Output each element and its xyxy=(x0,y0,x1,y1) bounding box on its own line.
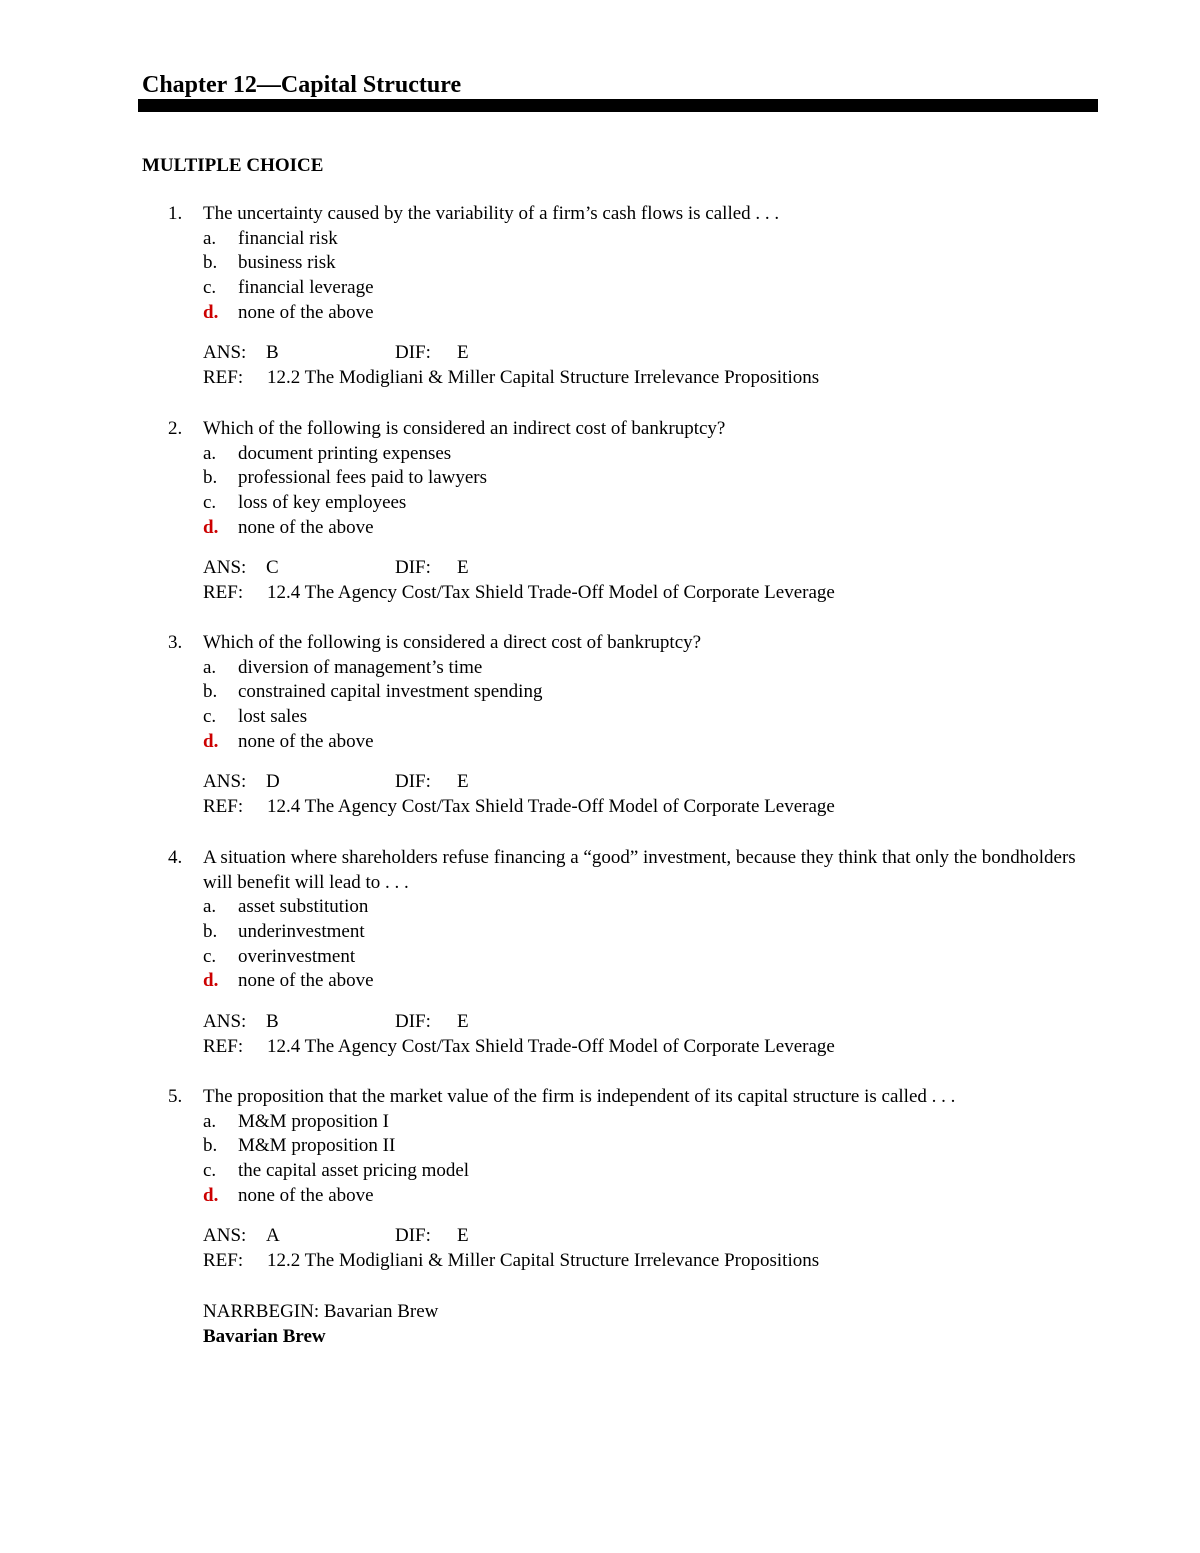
ans-value: D xyxy=(266,771,280,793)
option-a xyxy=(0,895,1200,920)
option-text: the capital asset pricing model xyxy=(238,1160,470,1182)
reference-line xyxy=(0,1249,1200,1274)
ans-label: ANS: xyxy=(203,771,247,793)
option-letter: b. xyxy=(203,252,218,274)
option-text: business risk xyxy=(238,252,336,274)
ref-value: 12.4 The Agency Cost/Tax Shield Trade-Off Model of Corporate Leverage xyxy=(267,1035,835,1057)
ref-value: 12.2 The Modigliani & Miller Capital Structure Irrelevance Propositions xyxy=(267,367,820,389)
ref-label: REF: xyxy=(203,796,244,818)
reference-line xyxy=(0,581,1200,606)
option-letter: c. xyxy=(203,945,217,967)
answer-line xyxy=(0,1224,1200,1249)
question-number: 4. xyxy=(168,847,183,868)
option-c xyxy=(0,276,1200,301)
answer-line xyxy=(0,556,1200,581)
ref-label: REF: xyxy=(203,1035,244,1057)
option-text: financial risk xyxy=(238,227,338,249)
option-letter: c. xyxy=(203,706,217,728)
question-number: 5. xyxy=(168,1086,183,1107)
ans-label: ANS: xyxy=(203,1011,247,1033)
option-text: none of the above xyxy=(238,730,374,752)
option-letter-highlighted: d. xyxy=(203,730,219,752)
narrative-marker: NARRBEGIN: Bavarian Brew xyxy=(203,1301,439,1322)
option-letter: a. xyxy=(203,1110,217,1132)
option-b xyxy=(0,1134,1200,1159)
option-text: none of the above xyxy=(238,516,374,538)
option-letter: a. xyxy=(203,442,217,464)
option-letter: c. xyxy=(203,277,217,299)
option-d xyxy=(0,1184,1200,1209)
ans-label: ANS: xyxy=(203,557,247,579)
question-1 xyxy=(0,202,1200,391)
answer-line xyxy=(0,1010,1200,1035)
option-text: M&M proposition II xyxy=(238,1135,396,1157)
reference-line xyxy=(0,795,1200,820)
option-b xyxy=(0,680,1200,705)
question-2 xyxy=(0,417,1200,606)
question-number: 3. xyxy=(168,632,183,653)
question-stem: Which of the following is considered an indirect cost of bankruptcy? xyxy=(203,418,726,439)
dif-value: E xyxy=(457,1225,469,1247)
option-letter-highlighted: d. xyxy=(203,301,219,323)
section-heading: MULTIPLE CHOICE xyxy=(142,155,324,176)
ans-label: ANS: xyxy=(203,342,247,364)
option-letter: b. xyxy=(203,681,218,703)
option-text: financial leverage xyxy=(238,277,374,299)
option-d xyxy=(0,301,1200,326)
answer-line xyxy=(0,341,1200,366)
option-d xyxy=(0,730,1200,755)
dif-value: E xyxy=(457,342,469,364)
question-stem: The uncertainty caused by the variability of a firm’s cash flows is called . . . xyxy=(203,203,780,224)
ref-label: REF: xyxy=(203,367,244,389)
option-letter: b. xyxy=(203,921,218,943)
ans-value: A xyxy=(266,1225,280,1247)
option-letter: a. xyxy=(203,896,217,918)
option-text: professional fees paid to lawyers xyxy=(238,467,488,489)
option-text: none of the above xyxy=(238,970,374,992)
dif-value: E xyxy=(457,771,469,793)
option-letter: b. xyxy=(203,1135,218,1157)
option-letter: b. xyxy=(203,467,218,489)
dif-label: DIF: xyxy=(395,771,431,793)
question-number: 2. xyxy=(168,418,183,439)
answer-line xyxy=(0,770,1200,795)
option-text: overinvestment xyxy=(238,945,356,967)
option-text: none of the above xyxy=(238,301,374,323)
ref-value: 12.4 The Agency Cost/Tax Shield Trade-Off Model of Corporate Leverage xyxy=(267,796,835,818)
option-text: constrained capital investment spending xyxy=(238,681,543,703)
question-stem: Which of the following is considered a direct cost of bankruptcy? xyxy=(203,632,702,653)
option-text: none of the above xyxy=(238,1184,374,1206)
option-text: loss of key employees xyxy=(238,492,407,514)
ref-label: REF: xyxy=(203,582,244,604)
dif-label: DIF: xyxy=(395,557,431,579)
dif-label: DIF: xyxy=(395,342,431,364)
option-text: asset substitution xyxy=(238,896,369,918)
question-stem: A situation where shareholders refuse financing a “good” investment, because they think that only the bondholders will benefit will lead to . . . xyxy=(203,847,1076,893)
option-b xyxy=(0,920,1200,945)
option-text: M&M proposition I xyxy=(238,1110,389,1132)
ans-value: B xyxy=(266,342,279,364)
ans-value: C xyxy=(266,557,279,579)
reference-line xyxy=(0,366,1200,391)
option-d xyxy=(0,969,1200,994)
question-4 xyxy=(0,846,1200,1060)
option-text: underinvestment xyxy=(238,921,365,943)
option-b xyxy=(0,466,1200,491)
option-text: document printing expenses xyxy=(238,442,452,464)
reference-line xyxy=(0,1035,1200,1060)
option-a xyxy=(0,656,1200,681)
question-stem: The proposition that the market value of the firm is independent of its capital structure is called . . . xyxy=(203,1086,956,1107)
ans-label: ANS: xyxy=(203,1225,247,1247)
option-c xyxy=(0,1159,1200,1184)
question-number: 1. xyxy=(168,203,183,224)
question-5 xyxy=(0,1085,1200,1274)
option-letter: c. xyxy=(203,492,217,514)
option-a xyxy=(0,227,1200,252)
option-letter: a. xyxy=(203,227,217,249)
dif-label: DIF: xyxy=(395,1225,431,1247)
option-text: diversion of management’s time xyxy=(238,656,483,678)
option-letter-highlighted: d. xyxy=(203,516,219,538)
ref-value: 12.2 The Modigliani & Miller Capital Structure Irrelevance Propositions xyxy=(267,1250,820,1272)
option-a xyxy=(0,1110,1200,1135)
option-a xyxy=(0,442,1200,467)
dif-value: E xyxy=(457,557,469,579)
chapter-title: Chapter 12—Capital Structure xyxy=(142,72,462,98)
ans-value: B xyxy=(266,1011,279,1033)
option-d xyxy=(0,516,1200,541)
question-3 xyxy=(0,631,1200,820)
option-c xyxy=(0,491,1200,516)
narrative-title: Bavarian Brew xyxy=(203,1326,326,1347)
option-c xyxy=(0,945,1200,970)
option-letter: a. xyxy=(203,656,217,678)
dif-value: E xyxy=(457,1011,469,1033)
narrative-block xyxy=(203,1299,438,1349)
ref-label: REF: xyxy=(203,1250,244,1272)
dif-label: DIF: xyxy=(395,1011,431,1033)
option-letter: c. xyxy=(203,1160,217,1182)
option-text: lost sales xyxy=(238,706,308,728)
option-letter-highlighted: d. xyxy=(203,970,219,992)
title-rule xyxy=(138,99,1098,112)
option-letter-highlighted: d. xyxy=(203,1184,219,1206)
option-b xyxy=(0,251,1200,276)
option-c xyxy=(0,705,1200,730)
ref-value: 12.4 The Agency Cost/Tax Shield Trade-Off Model of Corporate Leverage xyxy=(267,582,835,604)
